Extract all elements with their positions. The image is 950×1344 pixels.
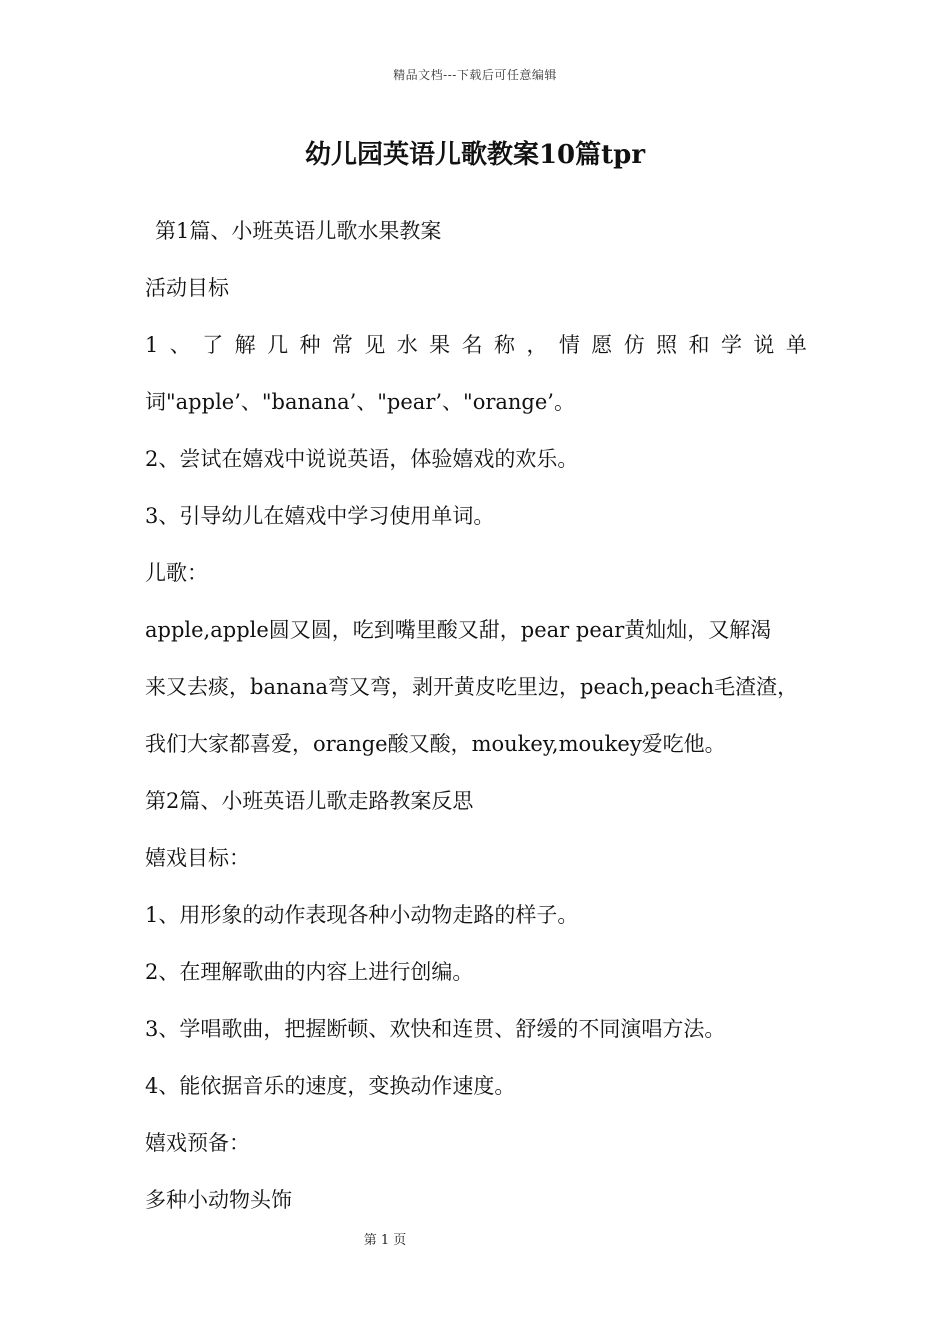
rhyme-line-2: 来又去痰，banana弯又弯，剥开黄皮吃里边，peach,peach毛渣渣， xyxy=(145,675,799,699)
spread-char: 称 xyxy=(494,333,516,357)
spread-char: 、 xyxy=(169,333,191,357)
section-heading-1: 第1篇、小班英语儿歌水果教案 xyxy=(155,219,442,243)
document-body xyxy=(145,203,807,1229)
game-goal-2: 2、在理解歌曲的内容上进行创编。 xyxy=(145,960,474,984)
game-goal-4: 4、能依据音乐的速度，变换动作速度。 xyxy=(145,1074,516,1098)
spread-char: 果 xyxy=(429,333,451,357)
spread-char: 几 xyxy=(267,333,289,357)
game-goal-1: 1、用形象的动作表现各种小动物走路的样子。 xyxy=(145,903,579,927)
spread-char: 愿 xyxy=(591,333,613,357)
goal-item-3: 3、引导幼儿在嬉戏中学习使用单词。 xyxy=(145,504,495,528)
goal-item-1-line-2: 词"apple’、"banana’、"pear’、"orange’。 xyxy=(145,390,575,414)
goal-item-2: 2、尝试在嬉戏中说说英语，体验嬉戏的欢乐。 xyxy=(145,447,579,471)
spread-char: ， xyxy=(526,333,548,357)
subheading-activity-goals: 活动目标 xyxy=(145,276,229,300)
preparation-item: 多种小动物头饰 xyxy=(145,1188,292,1212)
spread-char: 了 xyxy=(202,333,224,357)
document-title: 幼儿园英语儿歌教案10篇tpr xyxy=(304,140,646,170)
subheading-game-preparation: 嬉戏预备： xyxy=(145,1131,250,1155)
spread-char: 说 xyxy=(753,333,775,357)
header-note: 精品文档---下载后可任意编辑 xyxy=(393,68,557,82)
game-goal-3: 3、学唱歌曲，把握断顿、欢快和连贯、舒缓的不同演唱方法。 xyxy=(145,1017,726,1041)
spread-char: 种 xyxy=(299,333,321,357)
subheading-nursery-rhyme: 儿歌： xyxy=(145,561,208,585)
spread-char: 解 xyxy=(234,333,256,357)
goal-item-1-line-1 xyxy=(145,317,807,374)
rhyme-line-3: 我们大家都喜爱，orange酸又酸，moukey,moukey爱吃他。 xyxy=(145,732,726,756)
spread-char: 水 xyxy=(396,333,418,357)
subheading-game-goals: 嬉戏目标： xyxy=(145,846,250,870)
spread-char: 仿 xyxy=(623,333,645,357)
spread-char: 常 xyxy=(331,333,353,357)
rhyme-line-1: apple,apple圆又圆，吃到嘴里酸又甜，pear pear黄灿灿，又解渴 xyxy=(145,618,772,642)
spread-char: 和 xyxy=(688,333,710,357)
spread-char: 情 xyxy=(558,333,580,357)
spread-char: 见 xyxy=(364,333,386,357)
spread-char: 学 xyxy=(720,333,742,357)
spread-char: 单 xyxy=(785,333,807,357)
page-number: 第 1 页 xyxy=(363,1233,407,1248)
spread-char: 名 xyxy=(461,333,483,357)
spread-char: 照 xyxy=(656,333,678,357)
spread-char: 1 xyxy=(145,333,159,357)
section-heading-2: 第2篇、小班英语儿歌走路教案反思 xyxy=(145,789,474,813)
